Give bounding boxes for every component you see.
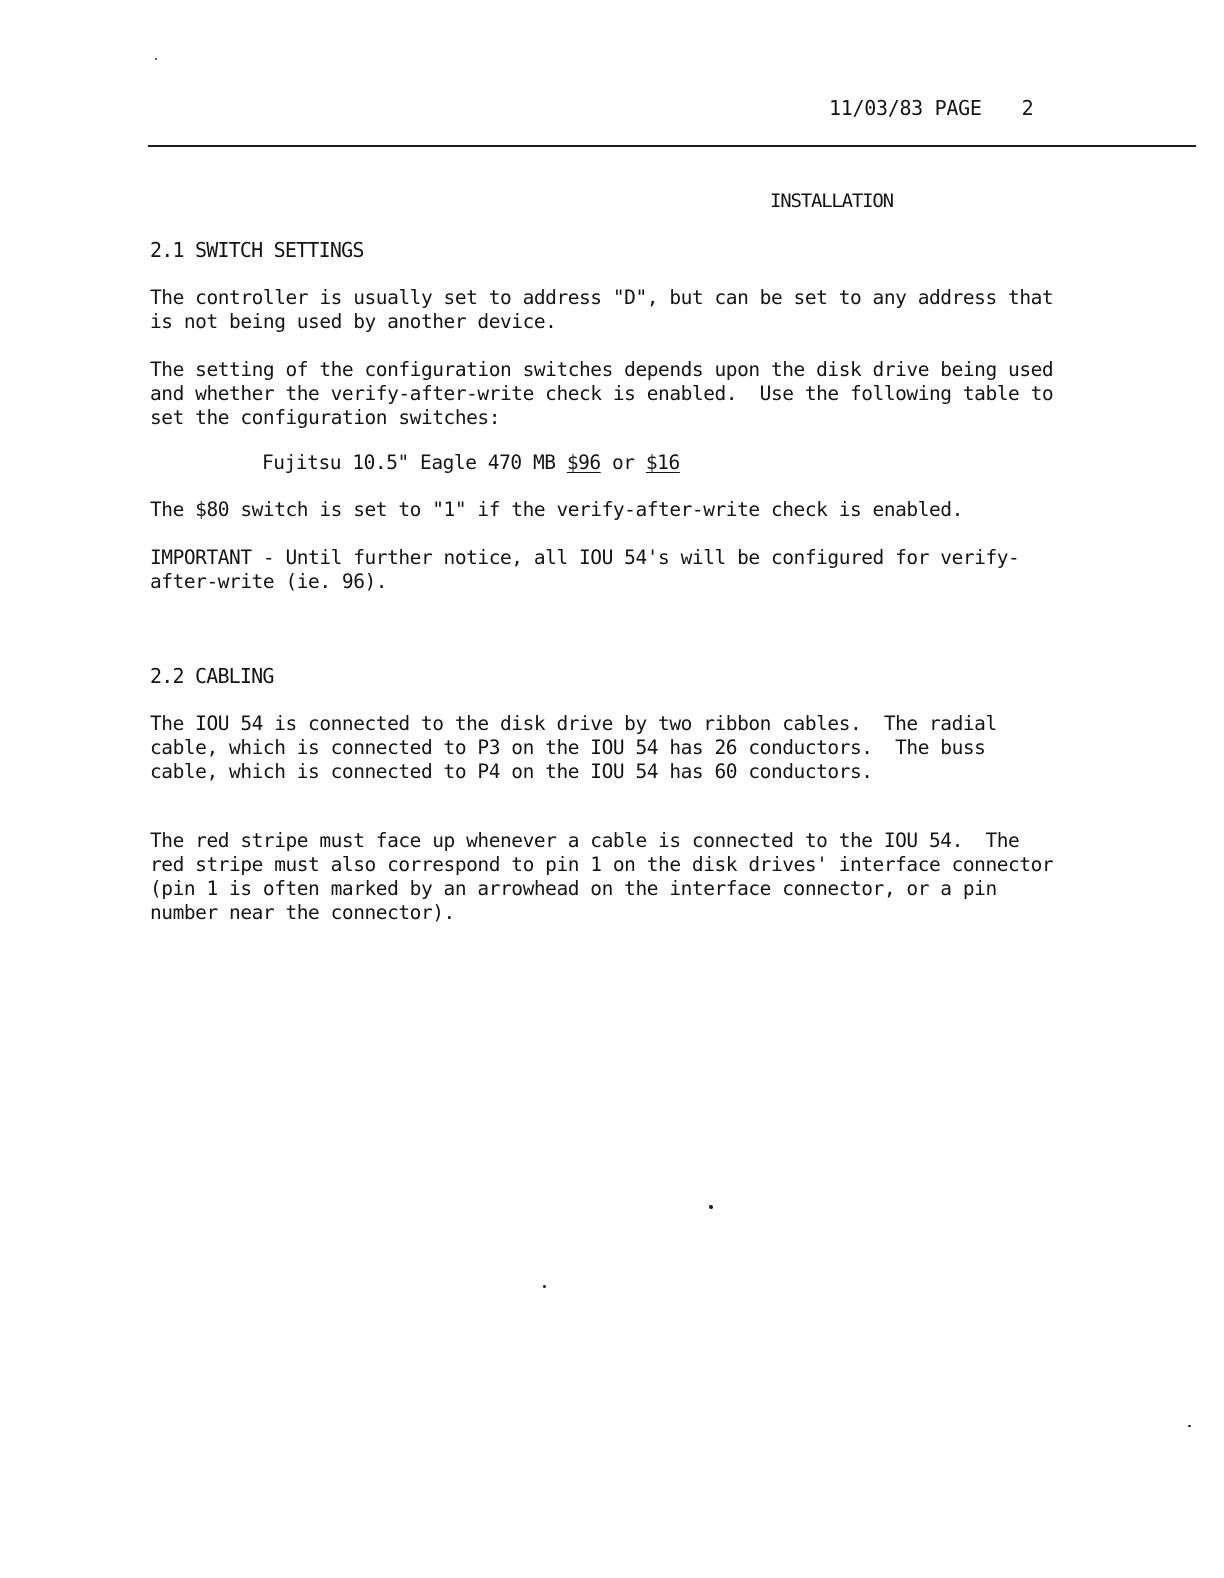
paragraph-controller-address: The controller is usually set to address "D", but can be set to any address that is not being used by another device. xyxy=(150,286,1054,333)
table-connector-word: or xyxy=(600,451,646,474)
section-heading-switch-settings: 2.1 SWITCH SETTINGS xyxy=(150,238,364,262)
table-drive-name: Fujitsu 10.5" Eagle 470 MB xyxy=(262,451,567,474)
document-title: INSTALLATION xyxy=(770,190,893,212)
header-page-number: 2 xyxy=(1021,96,1034,120)
table-switch-value-16: $16 xyxy=(645,451,680,474)
header-rule xyxy=(148,145,1196,147)
scan-speck xyxy=(709,1205,713,1209)
page-header xyxy=(829,96,1033,120)
paragraph-important-note: IMPORTANT - Until further notice, all IOU 54's will be configured for verify- after-write (ie. 96). xyxy=(150,546,1020,593)
paragraph-switch-80-note: The $80 switch is set to "1" if the verify-after-write check is enabled. xyxy=(150,498,963,521)
paragraph-ribbon-cables: The IOU 54 is connected to the disk drive by two ribbon cables. The radial cable, which is connected to P3 on the IOU 54 has 26 conductors. The buss cable, which is connected to P4 on the IOU 54 has 60 conductors. xyxy=(150,712,997,783)
switch-table-row xyxy=(262,451,680,474)
scan-speck xyxy=(1188,1425,1191,1427)
section-heading-cabling: 2.2 CABLING xyxy=(150,664,274,688)
scan-speck xyxy=(155,58,157,60)
header-date-page: 11/03/83 PAGE xyxy=(829,96,982,120)
paragraph-configuration-switches: The setting of the configuration switches depends upon the disk drive being used and whether the verify-after-write check is enabled. Use the following table to set the configuration switches: xyxy=(150,358,1054,429)
paragraph-red-stripe: The red stripe must face up whenever a cable is connected to the IOU 54. The red stripe must also correspond to pin 1 on the disk drives' interface connector (pin 1 is often marked by an arrowhead on the interface connector, or a pin number near the connector). xyxy=(150,829,1054,924)
table-switch-value-96: $96 xyxy=(566,451,601,474)
scan-speck xyxy=(543,1285,546,1288)
